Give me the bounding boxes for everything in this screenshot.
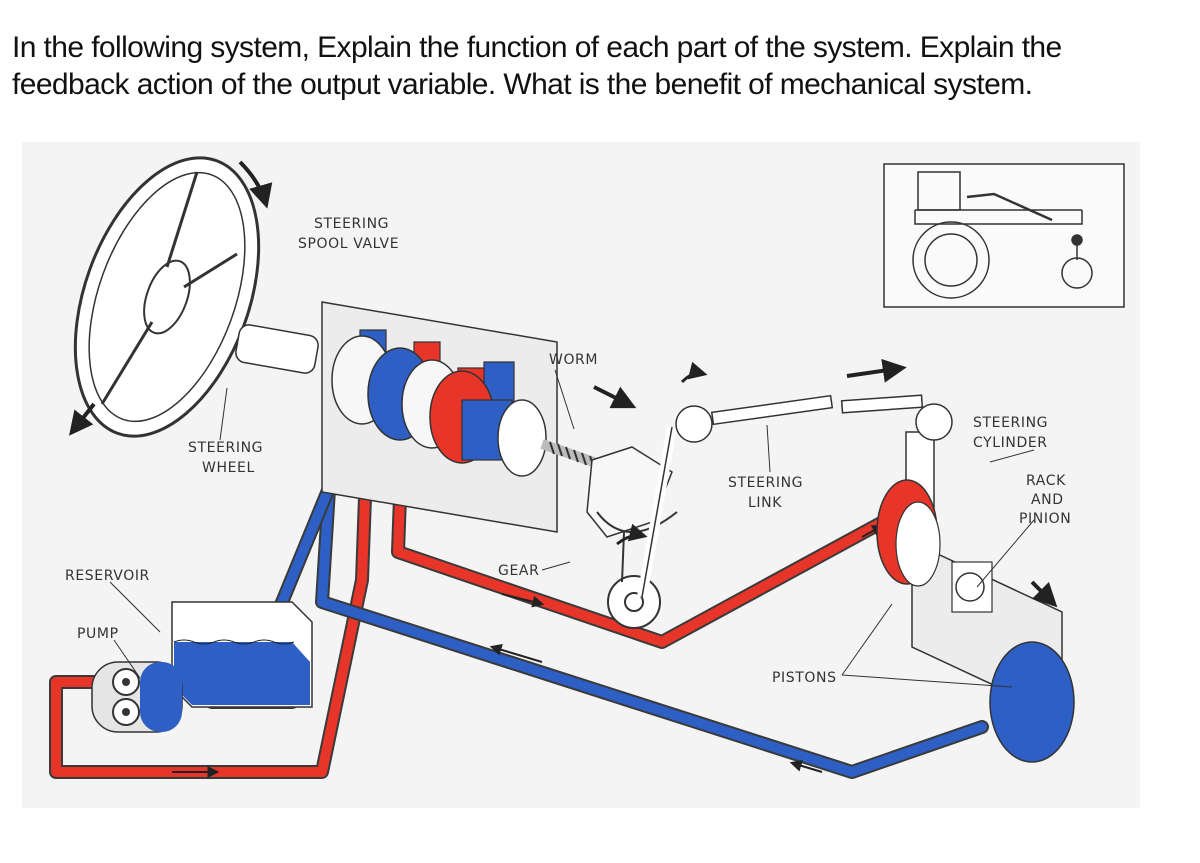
gear-pump-icon <box>92 662 182 732</box>
label-rack-and-pinion-3: PINION <box>1019 511 1072 527</box>
power-steering-diagram <box>22 142 1140 808</box>
label-steering-link-1: STEERING <box>728 475 804 491</box>
steering-spool-valve <box>322 302 557 532</box>
label-steering-cylinder-1: STEERING <box>973 415 1049 431</box>
tractor-inset <box>884 164 1124 307</box>
label-reservoir: RESERVOIR <box>65 568 150 584</box>
label-pistons: PISTONS <box>772 670 837 686</box>
label-steering-spool-valve-1: STEERING <box>314 216 390 232</box>
label-steering-link-2: LINK <box>748 495 782 511</box>
label-worm: WORM <box>549 352 599 368</box>
label-steering-cylinder-2: CYLINDER <box>973 435 1048 451</box>
label-rack-and-pinion-1: RACK <box>1026 473 1066 489</box>
reservoir <box>172 602 312 707</box>
label-steering-wheel-2: WHEEL <box>202 460 255 476</box>
label-steering-wheel-1: STEERING <box>188 440 264 456</box>
label-steering-spool-valve-2: SPOOL VALVE <box>298 236 400 252</box>
question-text <box>12 30 1192 103</box>
label-rack-and-pinion-2: AND <box>1031 492 1064 508</box>
label-pump: PUMP <box>77 626 119 642</box>
question-line-1: In the following system, Explain the function of each part of the system. Explain the <box>12 31 1062 64</box>
question-line-2: feedback action of the output variable. What is the benefit of mechanical system. <box>12 67 1033 101</box>
label-gear: GEAR <box>498 563 540 579</box>
